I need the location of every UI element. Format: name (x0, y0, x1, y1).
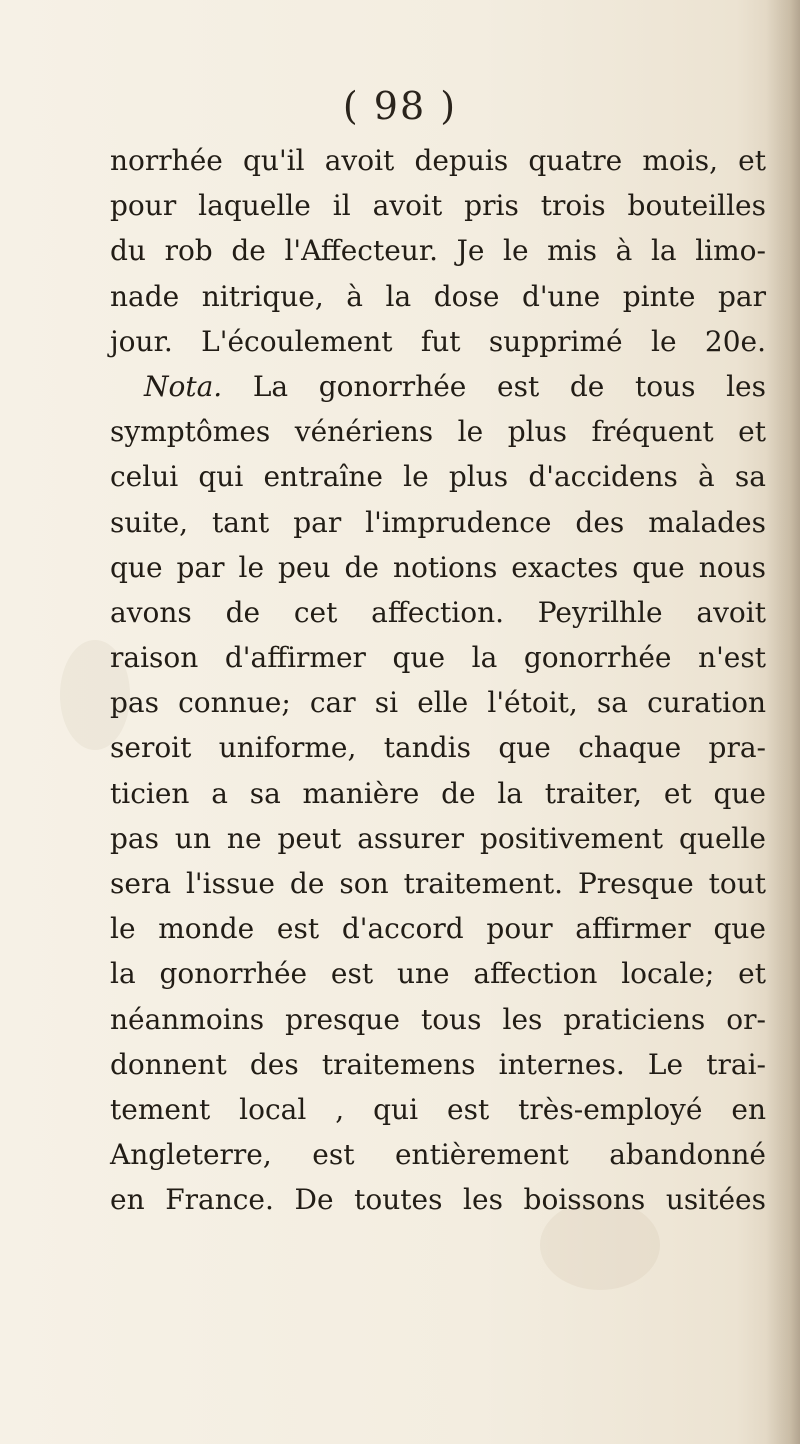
body-text (110, 138, 766, 1223)
text-line: le monde est d'accord pour affirmer que (110, 912, 766, 946)
text-line: Angleterre, est entièrement abandonné (110, 1138, 766, 1172)
text-line: celui qui entraîne le plus d'accidens à sa (110, 460, 766, 494)
text-line: la gonorrhée est une affection locale; et (110, 957, 766, 991)
nota-label: Nota. (144, 369, 223, 403)
text-line: pas connue; car si elle l'étoit, sa curation (110, 686, 766, 720)
text-line: suite, tant par l'imprudence des malades (110, 505, 766, 539)
text-line: ticien a sa manière de la traiter, et que (110, 776, 766, 810)
page-number: ( 98 ) (342, 84, 458, 128)
text-line: en France. De toutes les boissons usitées (110, 1183, 766, 1217)
text-line: norrhée qu'il avoit depuis quatre mois, et (110, 144, 766, 177)
text-line: pour laquelle il avoit pris trois bouteilles (110, 189, 766, 223)
text-line: pas un ne peut assurer positivement quelle (110, 821, 766, 855)
text-line: néanmoins presque tous les praticiens or- (110, 1002, 766, 1036)
text-line: du rob de l'Affecteur. Je le mis à la limo- (110, 234, 766, 268)
page-edge-shadow (766, 0, 800, 1444)
text-line: donnent des traitemens internes. Le trai- (110, 1047, 766, 1081)
text-line: sera l'issue de son traitement. Presque tout (110, 867, 766, 900)
text-line: symptômes vénériens le plus fréquent et (110, 415, 766, 449)
text-line-nota (110, 364, 766, 409)
text-line: tement local , qui est très-employé en (110, 1092, 766, 1126)
text-line: seroit uniforme, tandis que chaque pra- (110, 731, 766, 765)
text-line: nade nitrique, à la dose d'une pinte par (110, 279, 766, 313)
text-line: raison d'affirmer que la gonorrhée n'est (110, 641, 766, 675)
nota-line-text: La gonorrhée est de tous les (222, 369, 766, 403)
text-line: avons de cet affection. Peyrilhle avoit (110, 595, 766, 629)
text-line: que par le peu de notions exactes que nous (110, 550, 766, 584)
text-line: jour. L'écoulement fut supprimé le 20e. (110, 324, 766, 358)
